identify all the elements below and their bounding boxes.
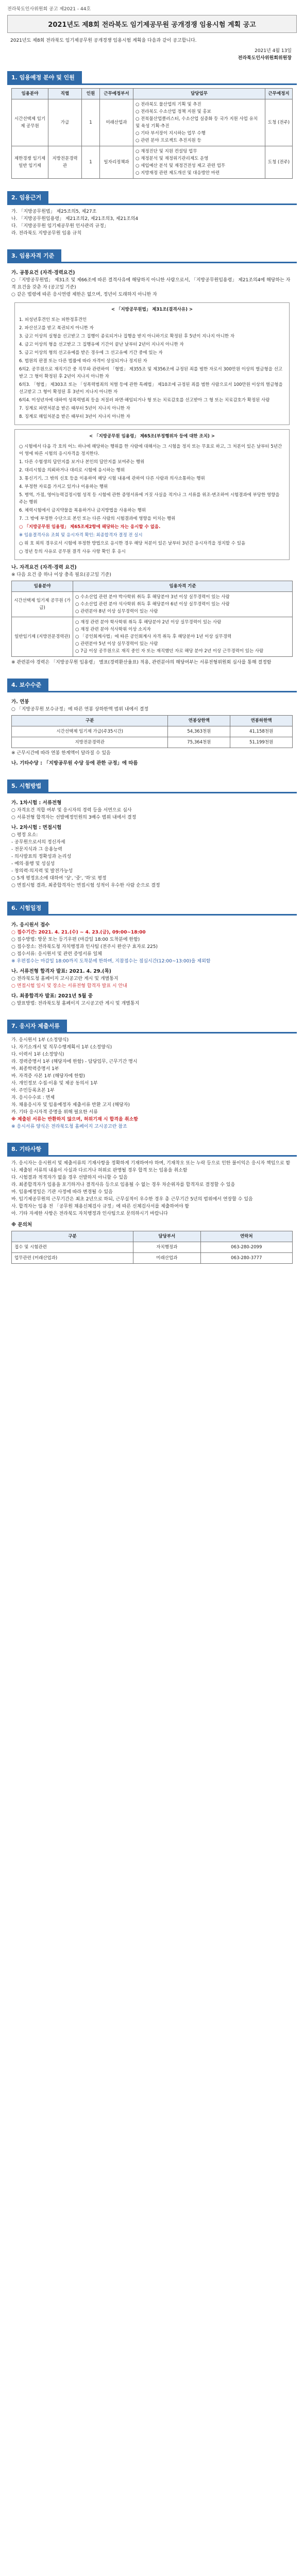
warning-text: ※ 우편접수는 마감일 18:00까지 도착분에 한하며, 지참접수는 점심시간(12:00~13:00)을 제외함 <box>11 959 211 964</box>
section-documents <box>5 1020 299 1133</box>
section-legal-basis <box>5 191 299 240</box>
list-item: ○ 7급 이상 공무원으로 재직 중인 자 또는 재직했던 자로 해당 분야 2년 이상 근무경력이 있는 사람 <box>75 649 264 654</box>
list-item: 차. 채용응시자 및 임용예정자 제출서류 반환 고지 (해당자) <box>11 1103 130 1108</box>
table-cell: 자치행정과 <box>133 1242 200 1253</box>
list-item: - 창의력·의지력 및 발전가능성 <box>11 869 73 874</box>
cell-field: 시간선택제 임기제 공무원 (가급) <box>12 592 73 617</box>
section-salary <box>5 679 299 770</box>
table-cell: 51,199천원 <box>230 737 293 748</box>
warning-text: ※ 제출된 서류는 반환하지 않으며, 허위기재 시 합격을 취소함 <box>11 1117 138 1122</box>
cell-place: 도청 (전주) <box>265 99 293 146</box>
table-row <box>12 617 293 657</box>
col-header: 연봉하한액 <box>230 716 293 726</box>
table-row <box>12 737 293 748</box>
list-item: 사. 합격자는 임용 전 「공무원 채용신체검사 규정」에 따른 신체검사서를 제출하여야 함 <box>11 1204 190 1209</box>
legal-basis-list <box>5 205 299 240</box>
duty-item: ○ 전라북도 수소산업 정책 지원 및 홍보 <box>136 109 211 114</box>
list-item: ○ 관련분야 5년 이상 실무경력이 있는 사람 <box>75 641 158 647</box>
list-item: 5. 금고 이상의 형의 선고유예를 받은 경우에 그 선고유예 기간 중에 있는 자 <box>19 350 163 355</box>
list-item: ○ 「지방공무원법」 제31조 및 제66조에 따른 결격사유에 해당하지 아니한 사람으로서, 「지방공무원임용령」 제21조의4에 해당하는 자격 요건을 갖춘 자 (공고일 기준) <box>11 278 291 290</box>
col-header: 연락처 <box>200 1231 292 1242</box>
duty-item: ○ 세입예산 분석 및 재정건전성 제고 관련 업무 <box>136 163 226 168</box>
duty-item: ○ 재정분석 및 재정위기관리제도 운영 <box>136 156 209 161</box>
cell-rank: 지방전문경력관 <box>48 146 82 179</box>
section-heading: 6. 시험일정 <box>7 902 48 914</box>
list-item: ○ 「공인회계사법」에 따른 공인회계사 자격 취득 후 해당분야 1년 이상 실무경력 <box>75 634 232 639</box>
list-item: ○ 평정 요소: <box>11 833 38 838</box>
list-item: 라. 최종합격자가 임용을 포기하거나 결격사유 등으로 임용될 수 없는 경우 차순위자를 합격자로 결정할 수 있음 <box>11 1182 235 1188</box>
positions-table <box>11 88 293 179</box>
sub-heading: 나. 자격요건 (자격·경력 요건) <box>11 565 77 570</box>
list-item: 나. 제출된 서류의 내용이 사실과 다르거나 허위로 판명될 경우 합격 또는 임용을 취소함 <box>11 1168 188 1173</box>
col-header: 근무예정부서 <box>100 89 133 99</box>
list-item: 7. 징계로 파면처분을 받은 때부터 5년이 지나지 아니한 자 <box>19 406 130 411</box>
list-item: ○ 접수장소: 전라북도청 자치행정과 인사팀 (전주시 완산구 효자로 225) <box>11 944 158 950</box>
list-item: - 의사발표의 정확성과 논리성 <box>11 854 72 859</box>
positions-table-wrap <box>5 85 299 182</box>
col-header: 담당부서 <box>133 1231 200 1242</box>
list-item: ○ 발표방법: 전라북도청 홈페이지 고시공고란 게시 및 개별통지 <box>11 1001 140 1006</box>
list-item: - 공무원으로서의 정신자세 <box>11 840 65 845</box>
contact-table <box>11 1231 293 1264</box>
sub-heading: ※ 문의처 <box>11 1222 32 1228</box>
disqualification-box <box>14 302 290 425</box>
list-item: 6. 법원의 판결 또는 다른 법률에 따라 자격이 상실되거나 정지된 자 <box>19 359 147 364</box>
other-body <box>5 1157 299 1267</box>
list-item: 8. 징계로 해임처분을 받은 때부터 3년이 지나지 아니한 자 <box>19 414 130 419</box>
phone-number: 063-280-3777 <box>200 1253 292 1264</box>
list-item: 다. 시험결과 적격자가 없을 경우 선발하지 아니할 수 있음 <box>11 1175 128 1180</box>
col-header: 담당업무 <box>133 89 265 99</box>
section-heading: 8. 기타사항 <box>7 1143 48 1155</box>
list-item: 6의4. 미성년자에 대하여 성폭력범죄 등을 저질러 파면·해임되거나 형 또는 치료감호를 선고받아 그 형 또는 치료감호가 확정된 사람 <box>19 398 270 403</box>
sub-heading: 가. 1차시험 : 서류전형 <box>11 800 62 806</box>
list-item: ○ 시험에서 다음 각 호의 어느 하나에 해당하는 행위를 한 사람에 대해서는 그 시험을 정지 또는 무효로 하고, 그 처분이 있은 날부터 5년간 이 영에 따른 시험의 응시자격을 정지한다. <box>19 444 282 456</box>
list-item: 4. 금고 이상의 형을 선고받고 그 집행유예 기간이 끝난 날부터 2년이 지나지 아니한 자 <box>19 342 184 347</box>
table-cell: 시간선택제 임기제 가급(주35시간) <box>12 726 168 737</box>
section-heading: 4. 보수수준 <box>7 679 48 691</box>
list-item: 6. 체력시험에서 금지약물을 복용하거나 금지방법을 사용하는 행위 <box>19 508 146 513</box>
sub-heading: 가. 응시원서 접수 <box>11 922 50 928</box>
list-item: 라. 경력증명서 1부 (해당자에 한함) - 담당업무, 근무기간 명시 <box>11 1059 138 1064</box>
documents-body <box>5 1033 299 1133</box>
notice-date-sign <box>5 44 299 62</box>
note-text: ※ 근무시간에 따라 연봉 한계액이 달라질 수 있음 <box>11 751 111 756</box>
exam-method-body <box>5 793 299 892</box>
sub-heading: 나. 2차시험 : 면접시험 <box>11 825 62 831</box>
cell-rank: 가급 <box>48 99 82 146</box>
list-item: ○ 같은 법령에 따른 응시연령 제한은 없으며, 정년이 도래하지 아니한 자 <box>11 292 157 297</box>
table-row <box>12 592 293 617</box>
section-other <box>5 1143 299 1267</box>
notice-title: 2021년도 제8회 전라북도 임기제공무원 공개경쟁 임용시험 계획 공고 <box>7 15 297 33</box>
cell-duties <box>133 99 265 146</box>
list-item: 5. 병역, 가점, 영어능력검정시험 성적 등 시험에 관한 증명서류에 거짓 사실을 적거나 그 서류를 위조·변조하여 시험결과에 부당한 영향을 주는 행위 <box>19 493 280 505</box>
section-heading: 1. 임용예정 분야 및 인원 <box>7 71 82 83</box>
list-item: ○ 재정 관련 분야 석사학위 이상 소지자 <box>75 627 151 632</box>
col-header: 인원 <box>82 89 100 99</box>
list-item: ○ 면접시험 일시 및 장소는 서류전형 합격자 발표 시 안내 <box>11 984 127 989</box>
list-item: 7. 그 밖에 부정한 수단으로 본인 또는 다른 사람의 시험결과에 영향을 미치는 행위 <box>19 516 176 521</box>
table-cell: 접수 및 시험관련 <box>12 1242 133 1253</box>
sub-heading: 가. 공통요건 (자격·경력요건) <box>11 270 75 276</box>
list-item: ○ 5개 평정요소에 대하여 '상', '중', '하'로 평정 <box>11 876 107 881</box>
notice-page <box>5 0 299 1267</box>
list-item: ○ 전라북도청 홈페이지 고시공고란 게시 및 개별통지 <box>11 976 119 981</box>
list-item: 사. 개인정보 수집·이용 및 제공 동의서 1부 <box>11 1081 98 1086</box>
duty-item: ○ 기타 부서장이 지시하는 업무 수행 <box>136 131 206 136</box>
table-cell: 75,364천원 <box>168 737 230 748</box>
sub-heading: 다. 최종합격자 발표: 2021년 5월 중 <box>11 993 93 999</box>
section-heading: 5. 시험방법 <box>7 779 48 792</box>
section-eligibility <box>5 249 299 669</box>
cell-count: 1 <box>82 146 100 179</box>
section-schedule <box>5 902 299 1010</box>
duty-item: ○ 재정진단 및 지원 컨설팅 업무 <box>136 149 197 154</box>
list-item: ※ 임용결격사유 조회 및 응시자격 확인: 최종합격자 결정 전 실시 <box>19 533 143 538</box>
table-row <box>12 1253 293 1264</box>
list-item: ○ 면접시험 결과, 최종합격자는 면접시험 성적이 우수한 사람 순으로 결정 <box>11 883 160 888</box>
list-item: 다. 「지방공무원 임기제공무원 인사관리 규정」 <box>11 224 109 229</box>
list-item: - 예의·품행 및 성실성 <box>11 861 55 867</box>
list-item: ○ 자격요건 적합 여부 및 응시자의 경력 등을 서면으로 심사 <box>11 808 132 813</box>
list-item: 3. 통신기기, 그 밖의 신호 등을 이용하여 해당 시험 내용에 관하여 다른 사람과 의사소통하는 행위 <box>19 476 205 481</box>
cell-field: 제한경쟁 임기제 일반 임기제 <box>12 146 48 179</box>
table-cell: 미래산업과 <box>133 1253 200 1264</box>
list-item: ○ 「지방공무원 임용령」 제65조제2항에 해당하는 자는 응시할 수 없음. <box>19 524 161 530</box>
notice-signer: 전라북도인사위원회위원장 <box>238 56 292 61</box>
sub-heading: 나. 서류전형 합격자 발표: 2021. 4. 29.(목) <box>11 969 111 974</box>
note-text: ※ 관련분야 경력은 「지방공무원 임용령」 별표(경력환산율표) 적용, 관련분야의 해당여부는 서류전형위원회 심사를 통해 결정함 <box>11 660 272 665</box>
box-title: < 「지방공무원법」 제31조(결격사유) > <box>111 307 193 312</box>
list-item: ○ 서류전형 합격자는 선발예정인원의 3배수 범위 내에서 결정 <box>11 815 137 820</box>
notice-date: 2021년 4월 13일 <box>255 48 292 54</box>
notice-intro: 2021년도 제8회 전라북도 임기제공무원 공개경쟁 임용시험 계획을 다음과 같이 공고합니다. <box>10 38 197 43</box>
notice-number: 전라북도인사위원회 공고 제2021 - 44호 <box>7 7 91 12</box>
note-text: ※ 다음 요건 중 하나 이상 충족 필요(공고일 기준) <box>11 572 111 578</box>
list-item: 바. 임기제공무원의 근무기간은 최초 2년으로 하되, 근무실적이 우수한 경우 총 근무기간 5년의 범위에서 연장할 수 있음 <box>11 1197 253 1202</box>
section-positions <box>5 71 299 182</box>
list-item: ○ 「지방공무원 보수규정」에 따른 연봉 상하한액 범위 내에서 결정 <box>11 707 149 712</box>
duty-item: ○ 전라북도 물산업의 기획 및 추진 <box>136 102 201 107</box>
salary-body <box>5 692 299 770</box>
table-cell: 41,158천원 <box>230 726 293 737</box>
eligibility-body <box>5 263 299 669</box>
list-item: 1. 다른 수험생의 답안지를 보거나 본인의 답안지를 보여주는 행위 <box>19 460 145 465</box>
sub-heading: 가. 연봉 <box>11 699 29 705</box>
list-item: 나. 「지방공무원임용령」 제21조의2, 제21조의3, 제21조의4 <box>11 216 139 222</box>
cell-items <box>73 592 293 617</box>
col-header: 구분 <box>12 1231 133 1242</box>
note-text: ※ 응시서류 양식은 전라북도청 홈페이지 고시공고란 참조 <box>11 1124 127 1129</box>
col-header: 직렬 <box>48 89 82 99</box>
list-item: ○ 위 호 외의 경우로서 시험에 부정한 방법으로 응시한 경우 해당 처분이 있은 날부터 3년간 응시자격을 정지할 수 있음 <box>19 541 246 546</box>
list-item: 4. 부정한 자료를 가지고 있거나 이용하는 행위 <box>19 484 108 489</box>
sub-heading: 나. 기타수당 : 「지방공무원 수당 등에 관한 규정」에 따름 <box>11 760 138 766</box>
schedule-body <box>5 916 299 1010</box>
list-item: ○ 접수방법: 방문 또는 등기우편 (마감일 18:00 도착분에 한함) <box>11 937 140 942</box>
list-item: ○ 접수서류: 응시원서 및 관련 증빙서류 일체 <box>11 952 102 957</box>
list-item: 가. 「지방공무원법」 제25조의5, 제27조 <box>11 209 97 214</box>
list-item: 2. 대리시험을 의뢰하거나 대리로 시험에 응시하는 행위 <box>19 468 125 473</box>
list-item: 마. 임용예정일은 기관 사정에 따라 변경될 수 있음 <box>11 1190 113 1195</box>
list-item: - 전문지식과 그 응용능력 <box>11 847 62 852</box>
list-item: ○ 수소산업 관련 분야 박사학위 취득 후 해당분야 3년 이상 실무경력이 있는 사람 <box>75 595 230 600</box>
cell-duties <box>133 146 265 179</box>
list-item: 3. 금고 이상의 실형을 선고받고 그 집행이 종료되거나 집행을 받지 아니하기로 확정된 후 5년이 지나지 아니한 자 <box>19 334 235 339</box>
col-header: 임용자격 기준 <box>73 581 293 592</box>
col-header: 임용분야 <box>12 89 48 99</box>
list-item: 6의2. 공무원으로 재직기간 중 직무와 관련하여 「형법」 제355조 및 제356조에 규정된 죄를 범한 자로서 300만원 이상의 벌금형을 선고받고 그 형이 확정된 후 2년이 지나지 아니한 자 <box>19 367 283 379</box>
list-item: ○ 정년 등의 사유로 공무원 결격 사유 사항 확인 후 응시 <box>19 549 126 554</box>
cell-place: 도청 (전주) <box>265 146 293 179</box>
list-item: ○ 접수기간: 2021. 4. 21.(수) ~ 4. 23.(금), 09:00~18:00 <box>11 930 146 935</box>
section-exam-method <box>5 779 299 892</box>
list-item: 마. 최종학력증명서 1부 <box>11 1066 59 1072</box>
table-row <box>12 99 293 146</box>
section-heading: 7. 응시자 제출서류 <box>7 1020 67 1032</box>
cell-count: 1 <box>82 99 100 146</box>
list-item: 6의3. 「형법」 제303조 또는 「성폭력범죄의 처벌 등에 관한 특례법」 제10조에 규정된 죄를 범한 사람으로서 100만원 이상의 벌금형을 선고받고 그 형이 확정된 후 3년이 지나지 아니한 자 <box>19 382 283 395</box>
cell-dept: 미래산업과 <box>100 99 133 146</box>
col-header: 근무예정지 <box>265 89 293 99</box>
section-heading: 3. 임용자격 기준 <box>7 249 61 262</box>
list-item: ○ 수소산업 관련 분야 석사학위 취득 후 해당분야 6년 이상 실무경력이 있는 사람 <box>75 602 230 607</box>
col-header: 구분 <box>12 716 168 726</box>
list-item: 아. 기타 자세한 사항은 전라북도 자치행정과 인사팀으로 문의하시기 바랍니다 <box>11 1211 168 1216</box>
list-item: 나. 자기소개서 및 직무수행계획서 1부 (소정양식) <box>11 1045 112 1050</box>
requirements-table <box>11 581 293 657</box>
list-item: 자. 응시수수료 : 면제 <box>11 1095 55 1100</box>
table-cell: 54,363천원 <box>168 726 230 737</box>
duty-item: ○ 전북물산업클러스터, 수소산업 실증화 등 국가 지원 사업 유치 및 육성 기획·추진 <box>136 116 258 129</box>
duty-item: ○ 관련 분야 프로젝트 추진지원 등 <box>136 138 201 143</box>
list-item: ○ 재정 관련 분야 학사학위 취득 후 해당분야 2년 이상 실무경력이 있는 사람 <box>75 620 222 625</box>
list-item: 2. 파산선고를 받고 복권되지 아니한 자 <box>19 326 94 331</box>
col-header: 임용분야 <box>12 581 73 592</box>
list-item: 1. 피성년후견인 또는 피한정후견인 <box>19 317 87 323</box>
phone-number: 063-280-2099 <box>200 1242 292 1253</box>
table-row <box>12 726 293 737</box>
list-item: 아. 주민등록초본 1부 <box>11 1088 55 1093</box>
list-item: 다. 이력서 1부 (소정양식) <box>11 1052 64 1057</box>
list-item: 카. 기타 응시자격 증명을 위해 필요한 서류 <box>11 1110 98 1115</box>
salary-table <box>11 715 293 748</box>
cell-items <box>73 617 293 657</box>
duty-item: ○ 지방재정 관련 제도개선 및 대응방안 마련 <box>136 171 220 176</box>
box-list <box>19 316 285 420</box>
cell-field: 시간선택제 임기제 공무원 <box>12 99 48 146</box>
box-list <box>19 443 285 555</box>
cell-dept: 일자리정책과 <box>100 146 133 179</box>
list-item: ○ 관련분야 8년 이상 실무경력이 있는 사람 <box>75 609 158 614</box>
list-item: 바. 자격증 사본 1부 (해당자에 한함) <box>11 1074 85 1079</box>
list-item: 라. 전라북도 지방공무원 임용 규칙 <box>11 231 82 236</box>
box-title: < 「지방공무원 임용령」 제65조(부정행위자 등에 대한 조치) > <box>89 434 215 439</box>
cell-field: 일반임기제 (지방전문경력관) <box>12 617 73 657</box>
section-heading: 2. 임용근거 <box>7 191 48 204</box>
list-item: 가. 응시원서 1부 (소정양식) <box>11 1038 69 1043</box>
table-row <box>12 146 293 179</box>
list-item: 가. 응시자는 응시원서 및 제출서류의 기재사항을 정확하게 기재하여야 하며, 기재착오 또는 누락 등으로 인한 불이익은 응시자 책임으로 함 <box>11 1161 291 1166</box>
misconduct-box <box>14 429 290 560</box>
table-cell: 지방전문경력관 <box>12 737 168 748</box>
col-header: 연봉상한액 <box>168 716 230 726</box>
table-cell: 업무관련 (미래산업과) <box>12 1253 133 1264</box>
table-row <box>12 1242 293 1253</box>
